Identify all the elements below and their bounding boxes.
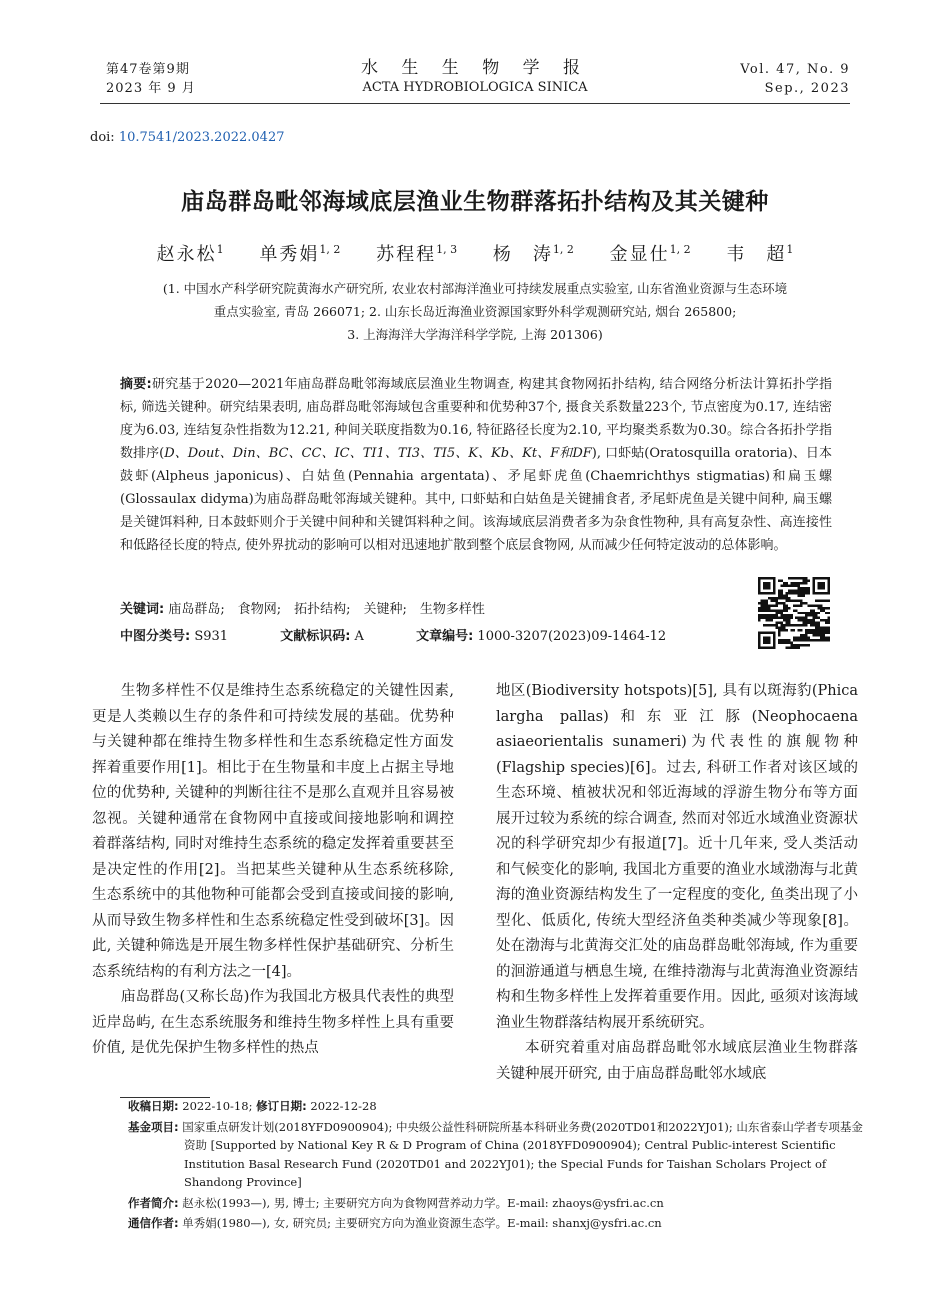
funding-text: 国家重点研发计划(2018YFD0900904); 中央级公益性科研院所基本科研业务费(2020TD01和2022YJ01); 山东省泰山学者专项基金资助 [Supported by National Key R & D Program of China (2018YFD0900904); Central Public-interest Scientific Institution Basal Research Fund (2020TD01 and 2022YJ01); the Special Funds for Taishan Scholars Project of Shandong Province] bbox=[182, 1119, 863, 1189]
author: 杨 涛$^{1, 2}$ bbox=[492, 243, 574, 265]
received-date: 2022-10-18; bbox=[182, 1099, 253, 1113]
qr-code-icon bbox=[758, 577, 830, 649]
body-paragraph: 生物多样性不仅是维持生态系统稳定的关键性因素, 更是人类赖以生存的条件和可持续发展的基础。优势种与关键种都在维持生物多样性和生态系统稳定性方面发挥着重要作用[1]。相比于在生物量和丰度上占据主导地位的优势种, 关键种的判断往往不是那么直观并且容易被忽视。关键种通常在食物网中直接或间接地影响和调控着群落结构, 同时对维持生态系统的稳定发挥着重要甚至是决定性的作用[2]。当把某些关键种从生态系统移除, 生态系统中的其他物种可能都会受到直接或间接的影响, 从而导致生物多样性和生态系统稳定性受到破坏[3]。因此, 关键种筛选是开展生物多样性保护基础研究、分析生态系统结构的有利方法之一[4]。 bbox=[92, 683, 454, 980]
abstract bbox=[120, 373, 832, 557]
body-column-right bbox=[496, 679, 858, 1087]
abstract-label: 摘要: bbox=[120, 377, 152, 392]
author-bio-text: 赵永松(1993—), 男, 博士; 主要研究方向为食物网营养动力学。E-mail: zhaoys@ysfri.ac.cn bbox=[182, 1195, 664, 1210]
journal-name-cn: 水 生 生 物 学 报 bbox=[360, 58, 590, 78]
doi-link[interactable]: 10.7541/2023.2022.0427 bbox=[118, 130, 285, 145]
article-number-label: 文章编号: bbox=[416, 629, 474, 644]
abstract-indices: D、Dout、Din、BC、CC、IC、TI1、TI3、TI5、K、Kb、Kt、F和DF bbox=[164, 446, 592, 461]
keywords-value: 庙岛群岛; 食物网; 拓扑结构; 关键种; 生物多样性 bbox=[168, 602, 485, 617]
author: 金显仕$^{1, 2}$ bbox=[609, 243, 691, 265]
affiliation-line: 3. 上海海洋大学海洋科学学院, 上海 201306) bbox=[347, 327, 603, 342]
date-en: Sep., 2023 bbox=[764, 81, 850, 96]
body-column-left bbox=[92, 679, 454, 1062]
volume-issue: 第47卷第9期 bbox=[106, 62, 190, 77]
classification-line bbox=[120, 625, 666, 644]
funding-label: 基金项目: bbox=[128, 1119, 179, 1134]
author: 单秀娟$^{1, 2}$ bbox=[259, 243, 341, 265]
body-paragraph: 地区(Biodiversity hotspots)[5], 具有以斑海豹(Phica largha pallas)和东亚江豚(Neophocaena asiaeorientalis sunameri)为代表性的旗舰物种(Flagship species)[6]。过去, 科研工作者对该区域的生态环境、植被状况和邻近海域的浮游生物分布等方面展开过较为系统的综合调查, 然而对邻近水域渔业资源状况的科学研究却少有报道[7]。近十几年来, 受人类活动和气候变化的影响, 我国北方重要的渔业水域渤海与北黄海的渔业资源结构发生了一定程度的变化, 鱼类出现了小型化、低质化, 传统大型经济鱼类种类减少等现象[8]。处在渤海与北黄海交汇处的庙岛群岛毗邻海域, 作为重要的洄游通道与栖息生境, 在维持渤海与北黄海渔业资源结构和生物多样性上发挥着重要作用。因此, 亟须对该海域渔业生物群落结构展开系统研究。 bbox=[496, 683, 858, 1031]
footnote-correspondence bbox=[128, 1214, 868, 1233]
footnote-dates bbox=[128, 1097, 868, 1116]
doi-line bbox=[90, 130, 284, 145]
header-rule bbox=[100, 103, 850, 104]
corresponding-text: 单秀娟(1980—), 女, 研究员; 主要研究方向为渔业资源生态学。E-mail: shanxj@ysfri.ac.cn bbox=[182, 1216, 662, 1230]
date-cn: 2023 年 9 月 bbox=[106, 81, 196, 96]
clc-value: S931 bbox=[194, 629, 229, 644]
author: 韦 超$^1$ bbox=[726, 243, 794, 265]
journal-name-en: ACTA HYDROBIOLOGICA SINICA bbox=[362, 80, 588, 95]
affiliation-line: 重点实验室, 青岛 266071; 2. 山东长岛近海渔业资源国家野外科学观测研究站, 烟台 265800; bbox=[213, 304, 737, 319]
abstract-text-2: ), 口虾蛄(Oratosquilla oratoria)、日本鼓虾(Alpheus japonicus)、白姑鱼(Pennahia argentata)、矛尾虾虎鱼(Chaemrichthys stigmatias)和扁玉螺(Glossaulax didyma)为庙岛群岛毗邻海域关键种。其中, 口虾蛄和白姑鱼是关键捕食者, 矛尾虾虎鱼是关键中间种, 扁玉螺是关键饵料种, 日本鼓虾则介于关键中间种和关键饵料种之间。该海域底层消费者多为杂食性物种, 具有高复杂性、高连接性和低路径长度的特点, 使外界扰动的影响可以相对迅速地扩散到整个底层食物网, 从而减少任何特定波动的总体影响。 bbox=[120, 446, 832, 553]
volume-en: Vol. 47, No. 9 bbox=[740, 62, 850, 77]
received-label: 收稿日期: bbox=[128, 1099, 179, 1113]
footnote-author bbox=[128, 1194, 868, 1213]
paper-title: 庙岛群岛毗邻海域底层渔业生物群落拓扑结构及其关键种 bbox=[181, 189, 769, 215]
article-number-value: 1000-3207(2023)09-1464-12 bbox=[477, 629, 667, 644]
footnote-funding bbox=[128, 1118, 868, 1192]
body-paragraph: 本研究着重对庙岛群岛毗邻水域底层渔业生物群落关键种展开研究, 由于庙岛群岛毗邻水域底 bbox=[496, 1040, 858, 1082]
affiliation-line: (1. 中国水产科学研究院黄海水产研究所, 农业农村部海洋渔业可持续发展重点实验室, 山东省渔业资源与生态环境 bbox=[162, 281, 788, 296]
clc-label: 中图分类号: bbox=[120, 629, 191, 644]
header-right bbox=[740, 60, 850, 98]
author: 赵永松$^1$ bbox=[156, 243, 224, 265]
author: 苏程程$^{1, 3}$ bbox=[376, 243, 458, 265]
keywords bbox=[120, 598, 485, 622]
revised-date: 2022-12-28 bbox=[310, 1099, 377, 1113]
doc-code-label: 文献标识码: bbox=[280, 629, 351, 644]
keywords-label: 关键词: bbox=[120, 602, 165, 617]
author-list bbox=[0, 240, 950, 266]
doc-code-value: A bbox=[354, 629, 364, 644]
body-paragraph: 庙岛群岛(又称长岛)作为我国北方极具代表性的典型近岸岛屿, 在生态系统服务和维持生物多样性上具有重要价值, 是优先保护生物多样性的热点 bbox=[92, 989, 454, 1056]
doi-label: doi: bbox=[90, 130, 115, 145]
corresponding-label: 通信作者: bbox=[128, 1216, 179, 1230]
abstract-text-1: 研究基于2020—2021年庙岛群岛毗邻海域底层渔业生物调查, 构建其食物网拓扑结构, 结合网络分析法计算拓扑学指标, 筛选关键种。研究结果表明, 庙岛群岛毗邻海域包含重要种和优势种37个, 摄食关系数量223个, 节点密度为0.17, 连结密度为6.03, 连结复杂性指数为12.21, 种间关联度指数为0.16, 特征路径长度为2.10, 平均聚类系数为0.30。综合各拓扑学指数排序( bbox=[120, 377, 832, 461]
author-bio-label: 作者简介: bbox=[128, 1195, 179, 1210]
revised-label: 修订日期: bbox=[256, 1099, 307, 1113]
footnotes bbox=[128, 1097, 868, 1233]
affiliations bbox=[110, 277, 840, 346]
